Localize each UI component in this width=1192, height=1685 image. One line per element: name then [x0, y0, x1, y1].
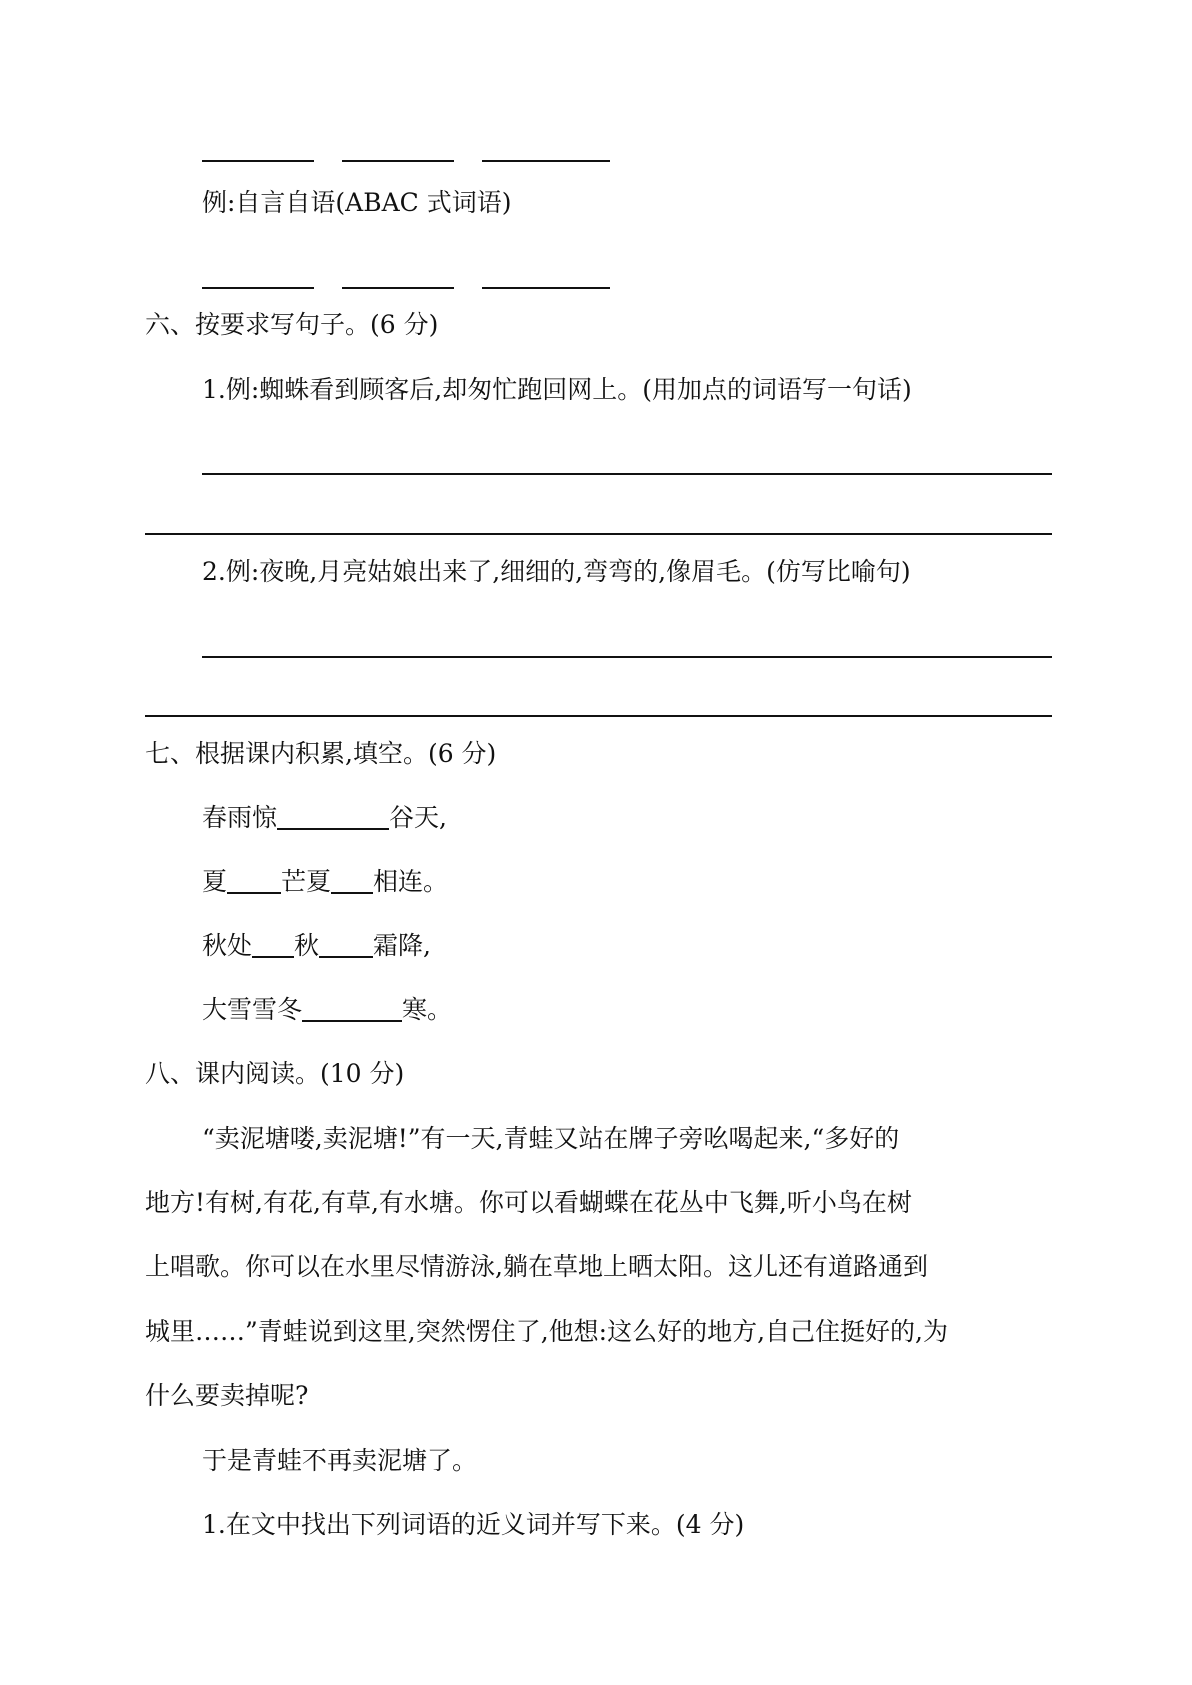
fill-blank[interactable]	[277, 802, 389, 830]
poem-line-3	[202, 929, 431, 963]
poem-text: 秋处	[202, 931, 253, 960]
section-6-question-2: 2.例:夜晚,月亮姑娘出来了,细细的,弯弯的,像眉毛。(仿写比喻句)	[202, 557, 911, 586]
answer-line[interactable]	[145, 715, 1052, 717]
section-6-heading: 六、按要求写句子。(6 分)	[145, 310, 439, 339]
poem-line-4	[202, 993, 452, 1027]
section-6-question-1: 1.例:蜘蛛看到顾客后,却匆忙跑回网上。(用加点的词语写一句话)	[202, 375, 912, 404]
section-7-heading: 七、根据课内积累,填空。(6 分)	[145, 739, 497, 768]
passage-line: 什么要卖掉呢?	[145, 1381, 309, 1410]
poem-text: 春雨惊	[202, 803, 278, 832]
poem-text: 芒夏	[281, 867, 332, 896]
fill-blank[interactable]	[302, 994, 402, 1022]
passage-conclusion: 于是青蛙不再卖泥塘了。	[202, 1446, 478, 1475]
fill-blank[interactable]	[331, 866, 373, 894]
answer-blank[interactable]	[202, 160, 314, 162]
passage-line: “卖泥塘喽,卖泥塘!”有一天,青蛙又站在牌子旁吆喝起来,“多好的	[202, 1124, 900, 1153]
passage-line: 上唱歌。你可以在水里尽情游泳,躺在草地上晒太阳。这儿还有道路通到	[145, 1252, 928, 1281]
answer-blank[interactable]	[482, 287, 610, 289]
answer-blank[interactable]	[202, 287, 314, 289]
answer-blank[interactable]	[342, 287, 454, 289]
poem-text: 相连。	[373, 867, 449, 896]
section-8-heading: 八、课内阅读。(10 分)	[145, 1059, 405, 1088]
answer-line[interactable]	[202, 473, 1052, 475]
passage-line: 城里……”青蛙说到这里,突然愣住了,他想:这么好的地方,自己住挺好的,为	[145, 1317, 948, 1346]
poem-text: 谷天,	[389, 803, 447, 832]
poem-text: 霜降,	[373, 931, 431, 960]
poem-text: 夏	[202, 867, 228, 896]
answer-blank[interactable]	[342, 160, 454, 162]
poem-line-1	[202, 801, 447, 835]
poem-text: 寒。	[402, 995, 453, 1024]
fill-blank[interactable]	[319, 930, 373, 958]
answer-line[interactable]	[145, 533, 1052, 535]
section-8-question-1: 1.在文中找出下列词语的近义词并写下来。(4 分)	[202, 1510, 745, 1539]
passage-line: 地方!有树,有花,有草,有水塘。你可以看蝴蝶在花丛中飞舞,听小鸟在树	[145, 1188, 912, 1217]
abac-example: 例:自言自语(ABAC 式词语)	[202, 188, 512, 217]
fill-blank[interactable]	[227, 866, 281, 894]
answer-line[interactable]	[202, 656, 1052, 658]
answer-blank[interactable]	[482, 160, 610, 162]
poem-text: 大雪雪冬	[202, 995, 303, 1024]
poem-text: 秋	[294, 931, 320, 960]
fill-blank[interactable]	[252, 930, 294, 958]
poem-line-2	[202, 865, 448, 899]
